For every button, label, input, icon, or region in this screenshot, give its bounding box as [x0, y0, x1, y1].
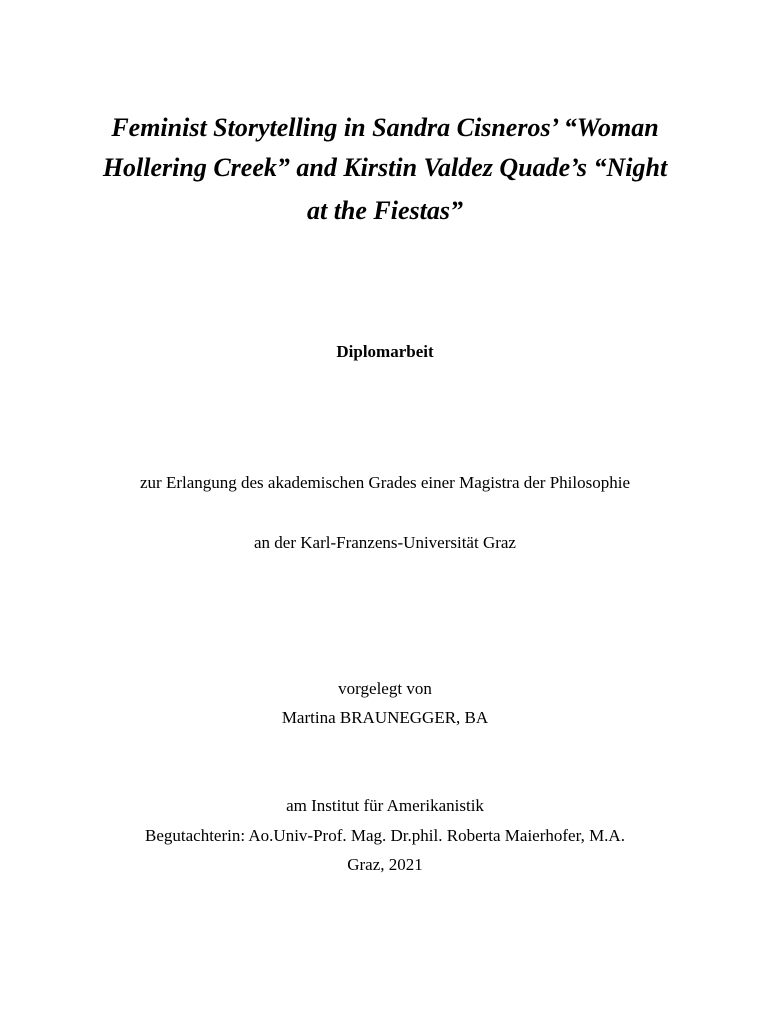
university: an der Karl-Franzens-Universität Graz — [254, 533, 516, 552]
reviewer: Begutachterin: Ao.Univ-Prof. Mag. Dr.phil. Roberta Maierhofer, M.A. — [145, 826, 625, 845]
place-year: Graz, 2021 — [347, 855, 423, 874]
degree-purpose: zur Erlangung des akademischen Grades einer Magistra der Philosophie — [139, 473, 630, 492]
thesis-title-line-1: Feminist Storytelling in Sandra Cisneros’ “Woman — [111, 113, 659, 142]
thesis-title-line-2: Hollering Creek” and Kirstin Valdez Quade’s “Night — [102, 153, 668, 182]
institute: am Institut für Amerikanistik — [286, 796, 484, 815]
thesis-title-line-3: at the Fiestas” — [306, 196, 463, 225]
document-type: Diplomarbeit — [336, 342, 434, 361]
submitted-by-label: vorgelegt von — [338, 679, 432, 698]
author-name: Martina BRAUNEGGER, BA — [281, 708, 489, 727]
